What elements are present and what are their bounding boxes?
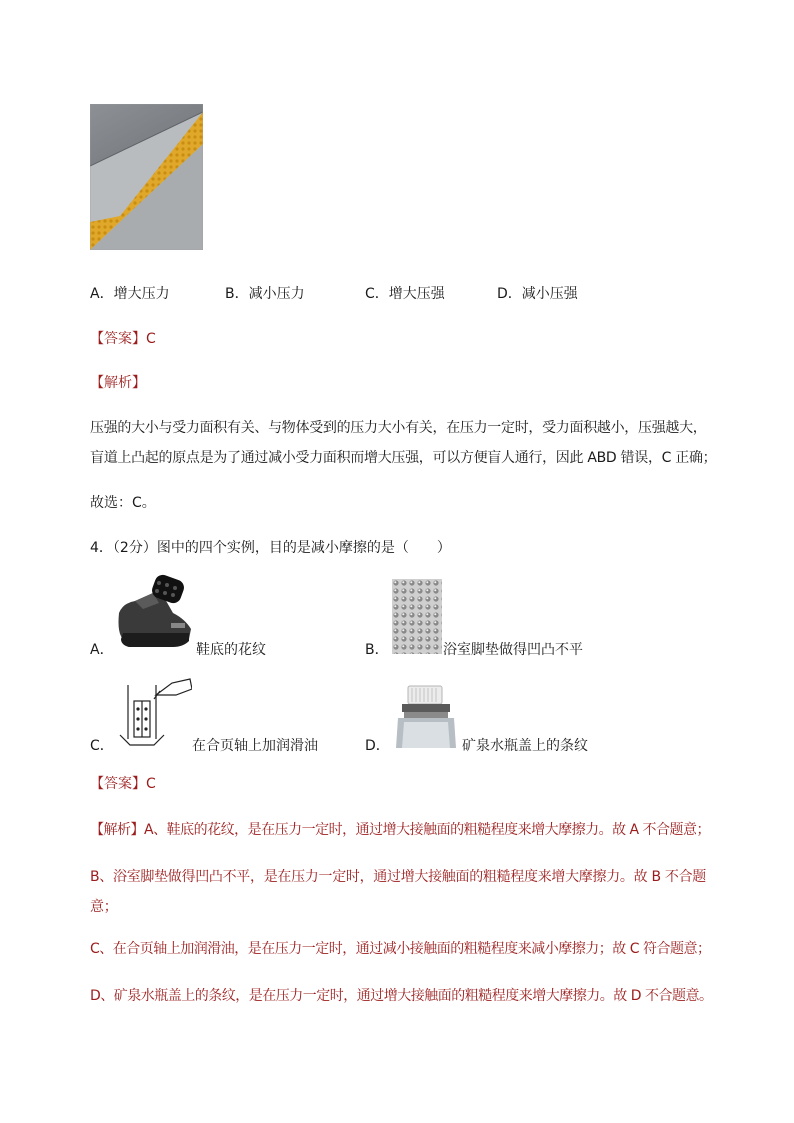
q4-answer — [90, 773, 156, 793]
q3-answer — [90, 328, 156, 348]
tactile-paving-photo — [90, 104, 203, 250]
shoe-icon — [113, 573, 195, 656]
q4-analysis-a-text: A、鞋底的花纹，是在压力一定时，通过增大接触面的粗糙程度来增大摩擦力。故 A 不合题意； — [144, 822, 711, 838]
bath-mat-icon — [392, 579, 442, 654]
q3-option-b — [225, 283, 305, 303]
q3-option-b-text: 减小压力 — [248, 286, 305, 302]
q4-option-d-text: 矿泉水瓶盖上的条纹 — [462, 738, 588, 754]
hinge-oil-image — [116, 673, 192, 753]
q4-option-c-letter: C． — [90, 738, 114, 754]
q3-option-d-letter: D． — [497, 286, 522, 302]
q4-answer-value: C — [146, 776, 156, 792]
bath-mat-image — [392, 579, 442, 654]
q3-option-b-letter: B． — [225, 286, 249, 302]
q4-analysis-c: C、在合页轴上加润滑油，是在压力一定时，通过减小接触面的粗糙程度来减小摩擦力；故 C 符合题意； — [90, 941, 711, 957]
q3-option-a-letter: A． — [90, 286, 114, 302]
q3-answer-value: C — [146, 331, 156, 347]
q4-option-d-letter: D． — [365, 738, 390, 754]
q3-analysis-line-2: 盲道上凸起的原点是为了通过减小受力面积而增大压强，可以方便盲人通行，因此 ABD 错误，C 正确； — [90, 450, 717, 466]
bottle-cap-icon — [392, 684, 460, 748]
q3-option-a-text: 增大压力 — [113, 286, 170, 302]
q4-option-b-letter: B． — [365, 642, 389, 658]
q3-conclusion: 故选：C。 — [90, 495, 156, 511]
q4-option-b-text: 浴室脚垫做得凹凸不平 — [443, 642, 583, 658]
q3-analysis-line-1: 压强的大小与受力面积有关、与物体受到的压力大小有关，在压力一定时，受力面积越小，压强越大， — [90, 420, 707, 436]
q3-option-d-text: 减小压强 — [521, 286, 578, 302]
q3-option-a — [90, 283, 170, 303]
q4-analysis-tag: 【解析】 — [90, 822, 144, 838]
tactile-paving-image — [90, 104, 203, 250]
q3-answer-tag: 【答案】 — [90, 331, 146, 347]
q4-option-a-letter: A． — [90, 642, 114, 658]
q4-option-c-text: 在合页轴上加润滑油 — [192, 738, 318, 754]
q3-analysis-tag: 【解析】 — [90, 375, 146, 391]
q3-option-c-text: 增大压强 — [388, 286, 445, 302]
q4-analysis-b: B、浴室脚垫做得凹凸不平，是在压力一定时，通过增大接触面的粗糙程度来增大摩擦力。故 B 不合题意； — [90, 869, 707, 915]
q3-option-c — [365, 283, 445, 303]
shoe-image — [113, 573, 195, 656]
q4-stem: 4．（2分）图中的四个实例，目的是减小摩擦的是（ ） — [90, 540, 451, 556]
q4-answer-tag: 【答案】 — [90, 776, 146, 792]
q3-option-c-letter: C． — [365, 286, 389, 302]
q4-option-a-text: 鞋底的花纹 — [196, 642, 266, 658]
bottle-cap-image — [392, 684, 460, 748]
hinge-oil-icon — [116, 673, 192, 753]
q4-analysis-a — [90, 819, 710, 839]
q4-analysis-d: D、矿泉水瓶盖上的条纹，是在压力一定时，通过增大接触面的粗糙程度来增大摩擦力。故 D 不合题意。 — [90, 988, 713, 1004]
q3-option-d — [497, 283, 578, 303]
